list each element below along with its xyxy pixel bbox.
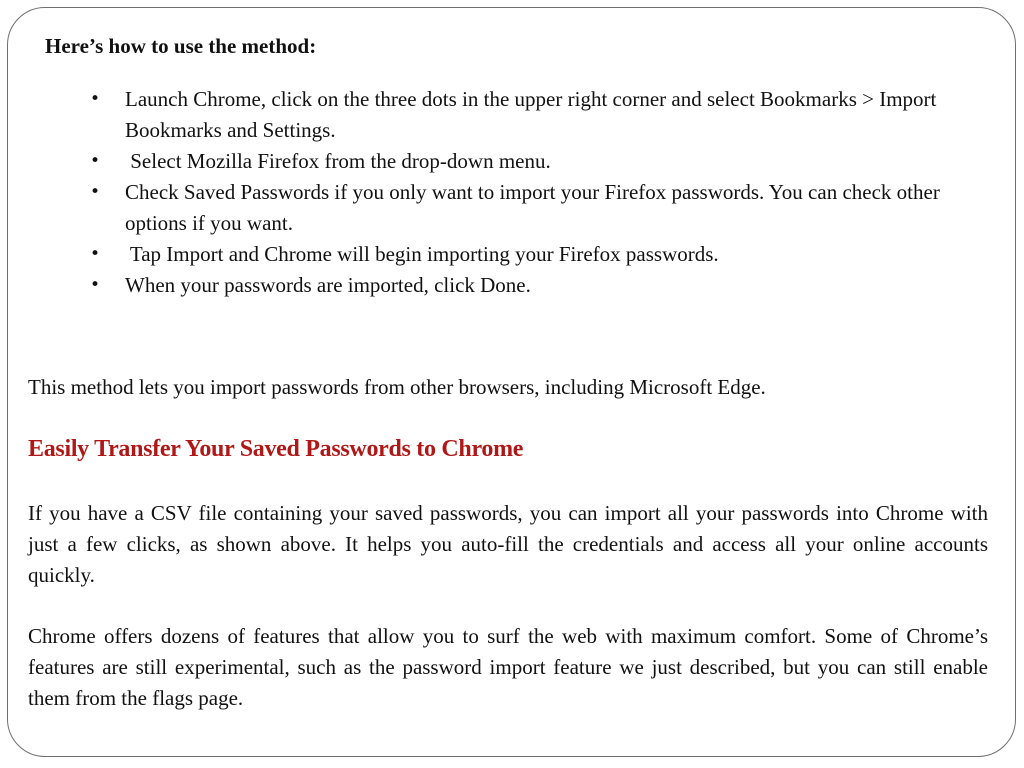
list-item [0,146,980,177]
bullet-icon: • [90,275,101,295]
paragraph-csv-import: If you have a CSV file containing your saved passwords, you can import all your passwords into Chrome with just a few clicks, as shown above. It helps you auto-fill the credentials and access all your online accounts quickly. [28,501,988,587]
steps-list [0,84,1024,301]
list-item [0,239,980,270]
step-text: Select Mozilla Firefox from the drop-down menu. [125,149,551,173]
method-heading: Here’s how to use the method: [45,34,317,58]
step-text: Check Saved Passwords if you only want to import your Firefox passwords. You can check other options if you want. [125,180,940,235]
paragraph-other-browsers: This method lets you import passwords from other browsers, including Microsoft Edge. [28,375,766,399]
bullet-icon: • [90,151,101,171]
list-item [0,270,980,301]
step-text: When your passwords are imported, click Done. [125,273,531,297]
paragraph-chrome-features: Chrome offers dozens of features that allow you to surf the web with maximum comfort. Some of Chrome’s features are still experimental, such as the password import feature we just described, but you can still enable them from the flags page. [28,624,988,710]
bullet-icon: • [90,244,101,264]
list-item [0,84,980,146]
section-title: Easily Transfer Your Saved Passwords to Chrome [28,436,524,462]
step-text: Tap Import and Chrome will begin importing your Firefox passwords. [125,242,719,266]
bullet-icon: • [90,182,101,202]
bullet-icon: • [90,89,101,109]
list-item [0,177,980,239]
step-text: Launch Chrome, click on the three dots in the upper right corner and select Bookmarks > Import Bookmarks and Settings. [125,87,937,142]
